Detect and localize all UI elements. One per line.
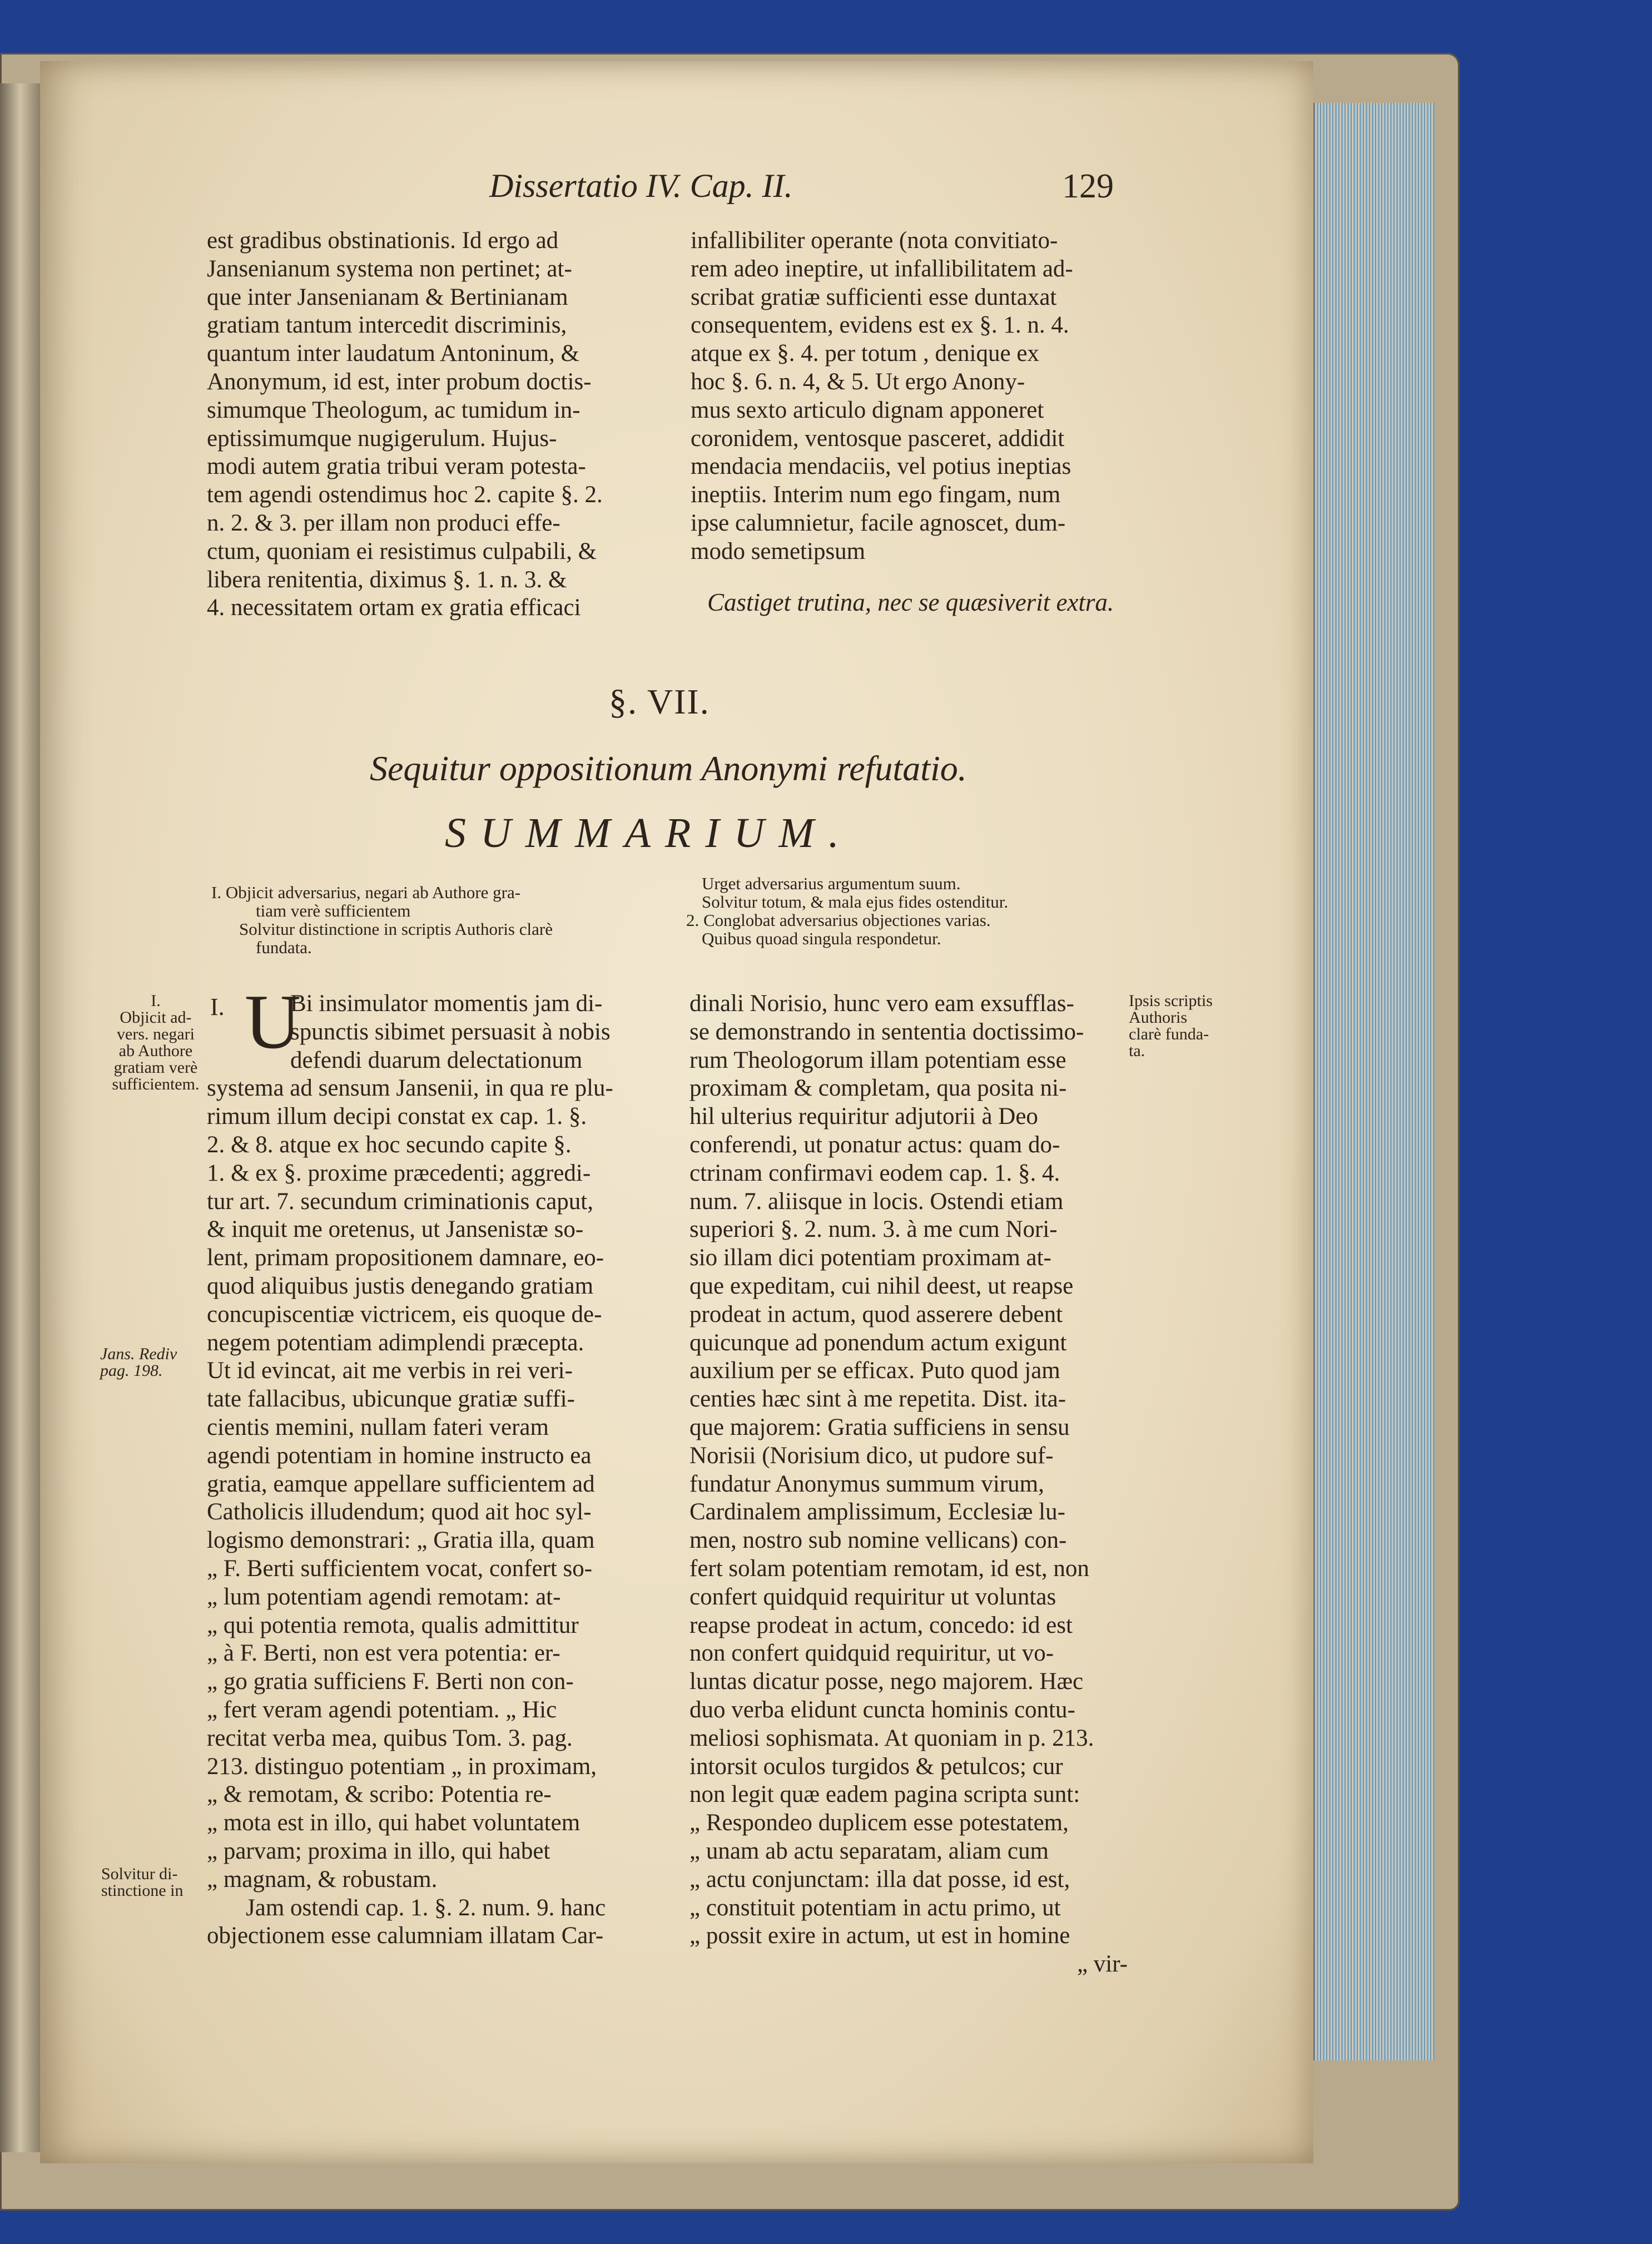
note-line: sufficientem. (112, 1075, 200, 1093)
text-line: Cardinalem amplissimum, Ecclesiæ lu- (689, 1499, 1065, 1525)
text-line: non legit quæ eadem pagina scripta sunt: (689, 1781, 1080, 1808)
text-line: Ut id evincat, ait me verbis in rei veri- (207, 1358, 573, 1384)
text-line: tur art. 7. secundum criminationis caput, (207, 1188, 593, 1215)
text-line: „ fert veram agendi potentiam. „ Hic (207, 1696, 557, 1723)
main-left-column (207, 979, 654, 1950)
text-line: num. 7. aliisque in locis. Ostendi etiam (689, 1188, 1064, 1215)
text-line: dinali Norisio, hunc vero eam exsufflas- (689, 990, 1074, 1017)
text-line: conferendi, ut ponatur actus: quam do- (689, 1131, 1060, 1158)
catchword: „ vir- (1076, 1951, 1128, 1978)
text-line: negem potentiam adimplendi præcepta. (207, 1329, 584, 1356)
text-line: rimum illum decipi constat ex cap. 1. §. (207, 1103, 587, 1130)
text-line: 213. distinguo potentiam „ in proximam, (207, 1753, 597, 1780)
summary-line: Solvitur distinctione in scriptis Authoris clarè (239, 919, 553, 939)
text-line: quod aliquibus justis denegando gratiam (207, 1272, 594, 1299)
text-line: centies hæc sint à me repetita. Dist. ita- (689, 1386, 1066, 1413)
running-title: Dissertatio IV. Cap. II. (489, 167, 793, 204)
text-line: non confert quidquid requiritur, ut vo- (689, 1640, 1054, 1667)
text-line: meliosi sophismata. At quoniam in p. 213. (689, 1725, 1094, 1751)
facing-page-edge (0, 83, 40, 2152)
text-line: ineptiis. Interim num ego fingam, num (691, 482, 1061, 508)
text-line: „ actu conjunctam: illa dat posse, id est, (689, 1866, 1070, 1893)
text-line: agendi potentiam in homine instructo ea (207, 1442, 592, 1469)
text-line: cientis memini, nullam fateri veram (207, 1414, 549, 1440)
text-line: „ constituit potentiam in actu primo, ut (689, 1894, 1061, 1921)
text-line: consequentem, evidens est ex §. 1. n. 4. (691, 312, 1069, 339)
summary-line: Quibus quoad singula respondetur. (702, 929, 941, 948)
section-number: §. VII. (609, 682, 710, 721)
text-line: mus sexto articulo dignam apponeret (691, 397, 1044, 423)
text-line: coronidem, ventosque pasceret, addidit (691, 425, 1065, 452)
text-line: se demonstrando in sententia doctissimo- (689, 1018, 1084, 1045)
text-line: tem agendi ostendimus hoc 2. capite §. 2. (207, 482, 603, 508)
upper-left-column (207, 227, 646, 622)
text-line: tate fallacibus, ubicunque gratiæ suffi- (207, 1386, 575, 1413)
text-line: eptissimumque nugigerulum. Hujus- (207, 425, 557, 452)
text-line: hoc §. 6. n. 4, & 5. Ut ergo Anony- (691, 368, 1025, 395)
drop-cap: U (245, 979, 301, 1065)
text-line: superiori §. 2. num. 3. à me cum Nori- (689, 1216, 1058, 1243)
text-line: 2. & 8. atque ex hoc secundo capite §. (207, 1131, 572, 1158)
note-line: gratiam verè (113, 1058, 198, 1077)
margin-note-left-2 (100, 1346, 211, 1379)
text-line: 1. & ex §. proxime præcedenti; aggredi- (207, 1160, 591, 1186)
text-line: „ mota est in illo, qui habet voluntatem (207, 1810, 581, 1836)
text-line: „ go gratia sufficiens F. Berti non con- (207, 1668, 574, 1695)
upper-right-column (691, 227, 1130, 566)
text-line: & inquit me oretenus, ut Jansenistæ so- (207, 1216, 584, 1243)
note-line: stinctione in (101, 1881, 183, 1900)
note-line: Authoris (1129, 1008, 1187, 1027)
summary-line: I. Objicit adversarius, negari ab Authore gra- (211, 883, 521, 902)
text-line: est gradibus obstinationis. Id ergo ad (207, 227, 559, 254)
paragraph-number: I. (210, 993, 225, 1021)
summary-heading: SUMMARIUM. (445, 810, 854, 856)
text-line: „ qui potentia remota, qualis admittitur (207, 1612, 579, 1638)
text-line: Jansenianum systema non pertinet; at- (207, 255, 572, 282)
summary-line: fundata. (256, 938, 312, 957)
text-line: proximam & completam, qua posita ni- (689, 1075, 1067, 1102)
text-line: confert quidquid requiritur ut voluntas (689, 1583, 1056, 1610)
text-line: ctum, quoniam ei resistimus culpabili, & (207, 538, 597, 564)
text-line: Anonymum, id est, inter probum doctis- (207, 368, 592, 395)
text-line: mendacia mendaciis, vel potius ineptias (691, 453, 1071, 480)
summary-line: tiam verè sufficientem (256, 901, 411, 920)
margin-note-left-1 (100, 993, 211, 1093)
text-line: „ unam ab actu separatam, aliam cum (689, 1837, 1049, 1864)
note-line: Solvitur di- (101, 1865, 178, 1883)
text-line: „ & remotam, & scribo: Potentia re- (207, 1781, 552, 1808)
text-line: gratia, eamque appellare sufficientem ad (207, 1470, 595, 1497)
text-line: hil ulterius requiritur adjutorii à Deo (689, 1103, 1038, 1130)
text-line: prodeat in actum, quod asserere debent (689, 1301, 1063, 1327)
verse-quote: Castiget trutina, nec se quæsiverit extra. (707, 588, 1114, 616)
text-line: ctrinam confirmavi eodem cap. 1. §. 4. (689, 1160, 1060, 1186)
text-line: reapse prodeat in actum, concedo: id est (689, 1612, 1073, 1638)
text-line: spunctis sibimet persuasit à nobis (290, 1018, 611, 1045)
text-line: „ parvam; proxima in illo, qui habet (207, 1837, 550, 1864)
text-line: libera renitentia, diximus §. 1. n. 3. & (207, 566, 567, 593)
text-line: auxilium per se efficax. Puto quod jam (689, 1358, 1060, 1384)
text-line: luntas dicatur posse, nego majorem. Hæc (689, 1668, 1084, 1695)
margin-note-right-1 (1129, 993, 1246, 1059)
text-line: Norisii (Norisium dico, ut pudore suf- (689, 1442, 1054, 1469)
text-line: sio illam dici potentiam proximam at- (689, 1245, 1051, 1271)
margin-note-left-3 (101, 1866, 212, 1899)
text-line: concupiscentiæ victricem, eis quoque de- (207, 1301, 602, 1327)
text-line: men, nostro sub nomine vellicans) con- (689, 1527, 1067, 1554)
text-line: modi autem gratia tribui veram potesta- (207, 453, 586, 480)
text-line: defendi duarum delectationum (290, 1047, 583, 1073)
note-line: ta. (1129, 1042, 1145, 1060)
text-line: „ magnam, & robustam. (207, 1866, 438, 1893)
text-line: rum Theologorum illam potentiam esse (689, 1047, 1066, 1073)
text-line: intorsit oculos turgidos & petulcos; cur (689, 1753, 1063, 1780)
text-line: Jam ostendi cap. 1. §. 2. num. 9. hanc (246, 1894, 606, 1921)
text-line: que majorem: Gratia sufficiens in sensu (689, 1414, 1070, 1440)
text-line: ipse calumnietur, facile agnoscet, dum- (691, 509, 1066, 536)
text-line: objectionem esse calumniam illatam Car- (207, 1923, 604, 1949)
note-line: ab Authore (118, 1042, 193, 1060)
text-line: quantum inter laudatum Antoninum, & (207, 340, 580, 367)
summary-line: 2. Conglobat adversarius objectiones varias. (686, 910, 991, 930)
text-line: gratiam tantum intercedit discriminis, (207, 312, 567, 339)
text-line: recitat verba mea, quibus Tom. 3. pag. (207, 1725, 573, 1751)
summary-line: Solvitur totum, & mala ejus fides ostenditur. (702, 892, 1009, 912)
note-line: Jans. Rediv (100, 1345, 177, 1363)
text-line: „ Respondeo duplicem esse potestatem, (689, 1810, 1069, 1836)
text-line: que inter Jansenianam & Bertinianam (207, 284, 568, 310)
section-title: Sequitur oppositionum Anonymi refutatio. (370, 749, 967, 788)
summary-left (211, 883, 656, 957)
note-line: vers. negari (117, 1025, 195, 1043)
text-line: que expeditam, cui nihil deest, ut reapse (689, 1272, 1074, 1299)
text-line: atque ex §. 4. per totum , denique ex (691, 340, 1039, 367)
text-line: simumque Theologum, ac tumidum in- (207, 397, 581, 423)
text-line: infallibiliter operante (nota convitiato- (691, 227, 1058, 254)
note-line: Ipsis scriptis (1129, 992, 1213, 1010)
main-right-column (689, 990, 1134, 1979)
text-line: quicunque ad ponendum actum exigunt (689, 1329, 1067, 1356)
text-line: „ lum potentiam agendi remotam: at- (207, 1583, 561, 1610)
text-line: „ à F. Berti, non est vera potentia: er- (207, 1640, 560, 1667)
text-line: n. 2. & 3. per illam non produci effe- (207, 509, 560, 536)
text-line: „ possit exire in actum, ut est in homine (689, 1923, 1070, 1949)
page-number: 129 (1062, 167, 1114, 205)
text-line: modo semetipsum (691, 538, 866, 564)
text-line: „ F. Berti sufficientem vocat, confert so- (207, 1555, 593, 1582)
text-line: 4. necessitatem ortam ex gratia efficaci (207, 595, 581, 621)
text-line: lent, primam propositionem damnare, eo- (207, 1245, 604, 1271)
text-line: rem adeo ineptire, ut infallibilitatem ad- (691, 255, 1073, 282)
text-line: duo verba elidunt cuncta hominis contu- (689, 1696, 1075, 1723)
note-line: I. (151, 992, 161, 1010)
summary-line: Urget adversarius argumentum suum. (702, 874, 961, 893)
page-edges (1313, 103, 1435, 2060)
text-line: Bi insimulator momentis jam di- (290, 990, 603, 1017)
text-line: fundatur Anonymus summum virum, (689, 1470, 1044, 1497)
note-line: clarè funda- (1129, 1025, 1209, 1043)
text-line: Catholicis illudendum; quod ait hoc syl- (207, 1499, 592, 1525)
text-line: logismo demonstrari: „ Gratia illa, quam (207, 1527, 595, 1554)
text-line: systema ad sensum Jansenii, in qua re plu- (207, 1075, 613, 1102)
summary-right (686, 874, 1147, 948)
note-line: pag. 198. (100, 1361, 163, 1380)
text-line: fert solam potentiam remotam, id est, non (689, 1555, 1089, 1582)
text-line: scribat gratiæ sufficienti esse duntaxat (691, 284, 1057, 310)
note-line: Objicit ad- (120, 1008, 192, 1027)
